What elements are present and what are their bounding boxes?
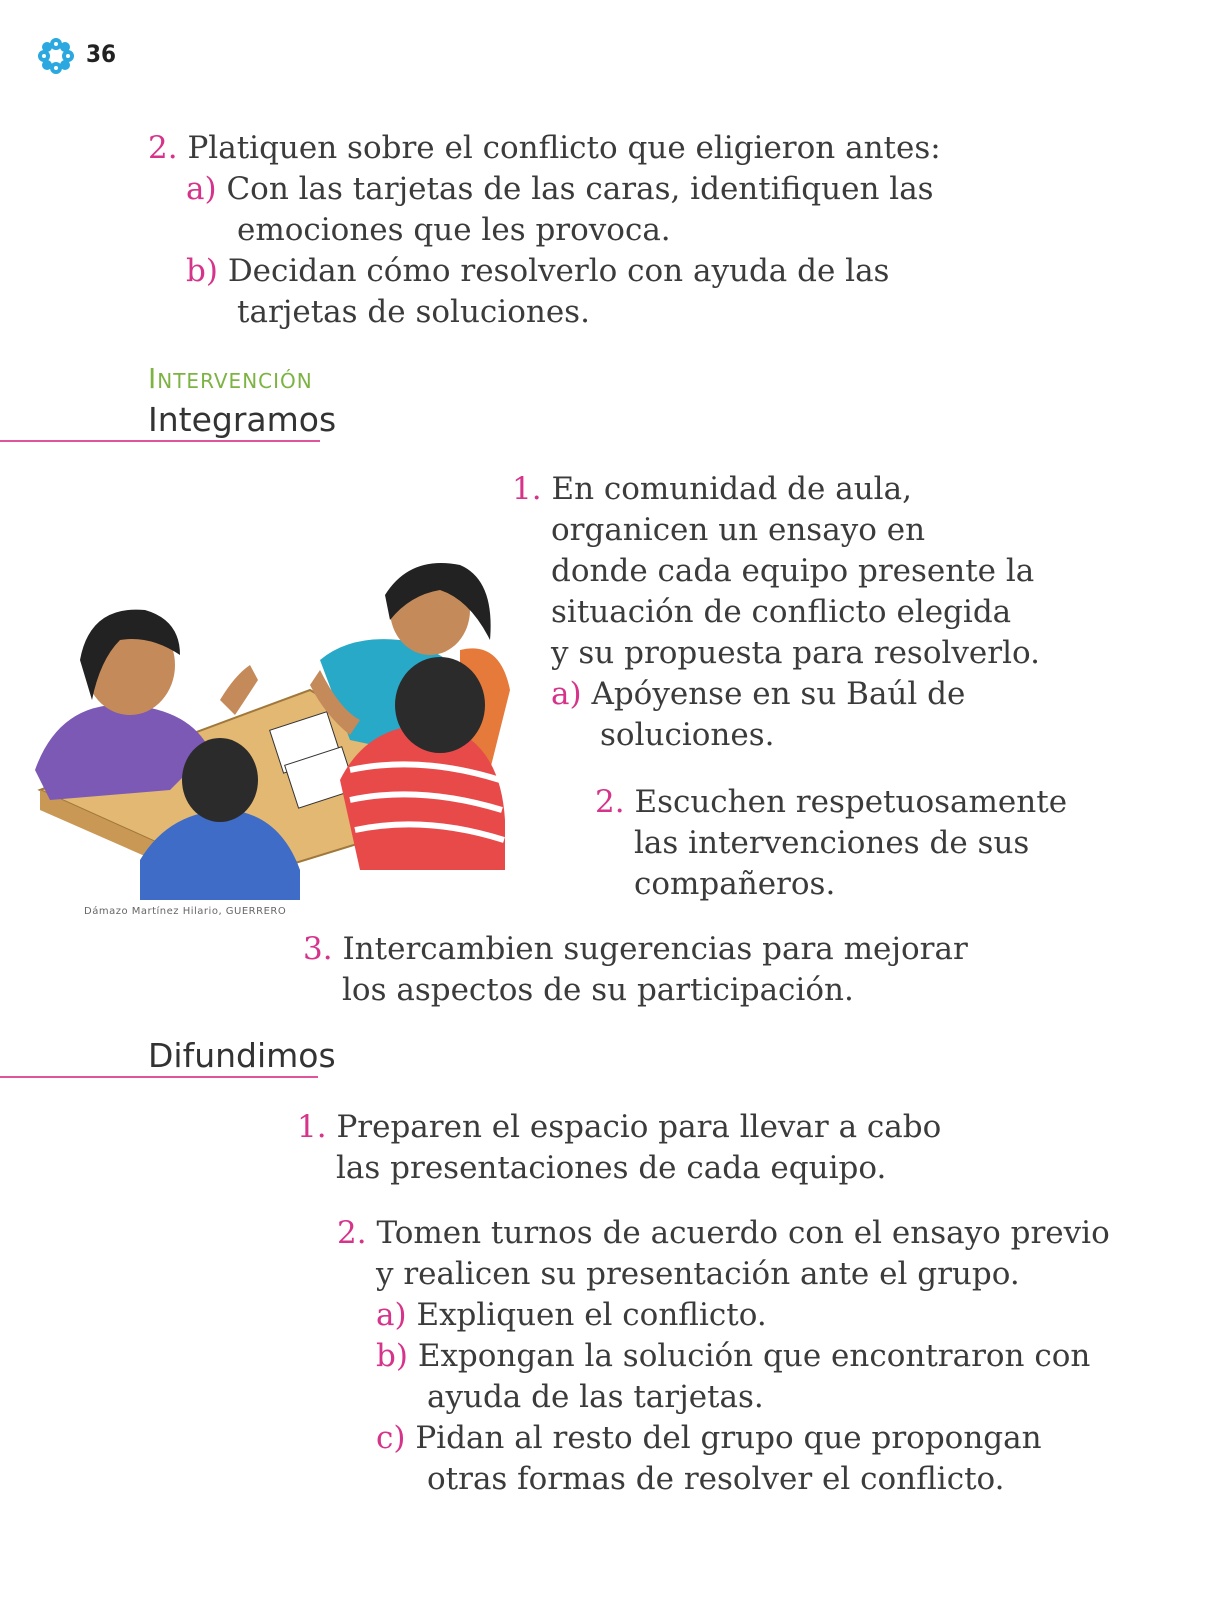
section-title: Integramos [148,400,337,439]
sub-letter: a) [551,676,582,712]
sub-letter: a) [376,1297,407,1333]
sub-text: ayuda de las tarjetas. [427,1379,764,1415]
item-number: 1. [512,471,542,507]
section-rule [0,1076,318,1078]
item-text: donde cada equipo presente la [551,553,1035,589]
illustration-children-table [20,540,520,900]
sub-letter: b) [376,1338,408,1374]
item-text: y su propuesta para resolverlo. [551,635,1040,671]
sub-text: Pidan al resto del grupo que propongan [415,1420,1042,1456]
sub-text: soluciones. [600,717,775,753]
sub-text: emociones que les provoca. [237,212,671,248]
section-rule [0,440,320,442]
item-text: situación de conflicto elegida [551,594,1012,630]
item-text: En comunidad de aula, [551,471,912,507]
sub-text: Con las tarjetas de las caras, identifiquen las [226,171,934,207]
sub-text: tarjetas de soluciones. [237,294,590,330]
sub-text: otras formas de resolver el conflicto. [427,1461,1005,1497]
item-number: 3. [303,931,333,967]
sub-text: Apóyense en su Baúl de [591,676,966,712]
item-text: y realicen su presentación ante el grupo. [376,1256,1020,1292]
sub-letter: b) [186,253,218,289]
item-text: Preparen el espacio para llevar a cabo [336,1109,942,1145]
item-number: 2. [595,784,625,820]
sub-text: Expongan la solución que encontraron con [417,1338,1091,1374]
sub-text: Expliquen el conflicto. [416,1297,767,1333]
item-text: organicen un ensayo en [551,512,926,548]
item-text: las presentaciones de cada equipo. [336,1150,887,1186]
item-text: Escuchen respetuosamente [634,784,1068,820]
page-number: 36 [86,40,117,68]
item-text: los aspectos de su participación. [342,972,854,1008]
item-number: 2. [148,130,178,166]
item-text: Tomen turnos de acuerdo con el ensayo previo [376,1215,1110,1251]
item-text: las intervenciones de sus [634,825,1030,861]
item-text: Intercambien sugerencias para mejorar [342,931,968,967]
item-number: 1. [297,1109,327,1145]
illustration-caption: Dámazo Martínez Hilario, GUERRERO [84,906,287,917]
sub-letter: c) [376,1420,406,1456]
section-kicker: Intervención [148,362,313,395]
sub-text: Decidan cómo resolverlo con ayuda de las [227,253,890,289]
flower-logo-icon [36,36,76,76]
item-number: 2. [337,1215,367,1251]
sub-letter: a) [186,171,217,207]
section-title: Difundimos [148,1036,336,1075]
item-text: Platiquen sobre el conflicto que eligieron antes: [187,130,941,166]
item-text: compañeros. [634,866,836,902]
